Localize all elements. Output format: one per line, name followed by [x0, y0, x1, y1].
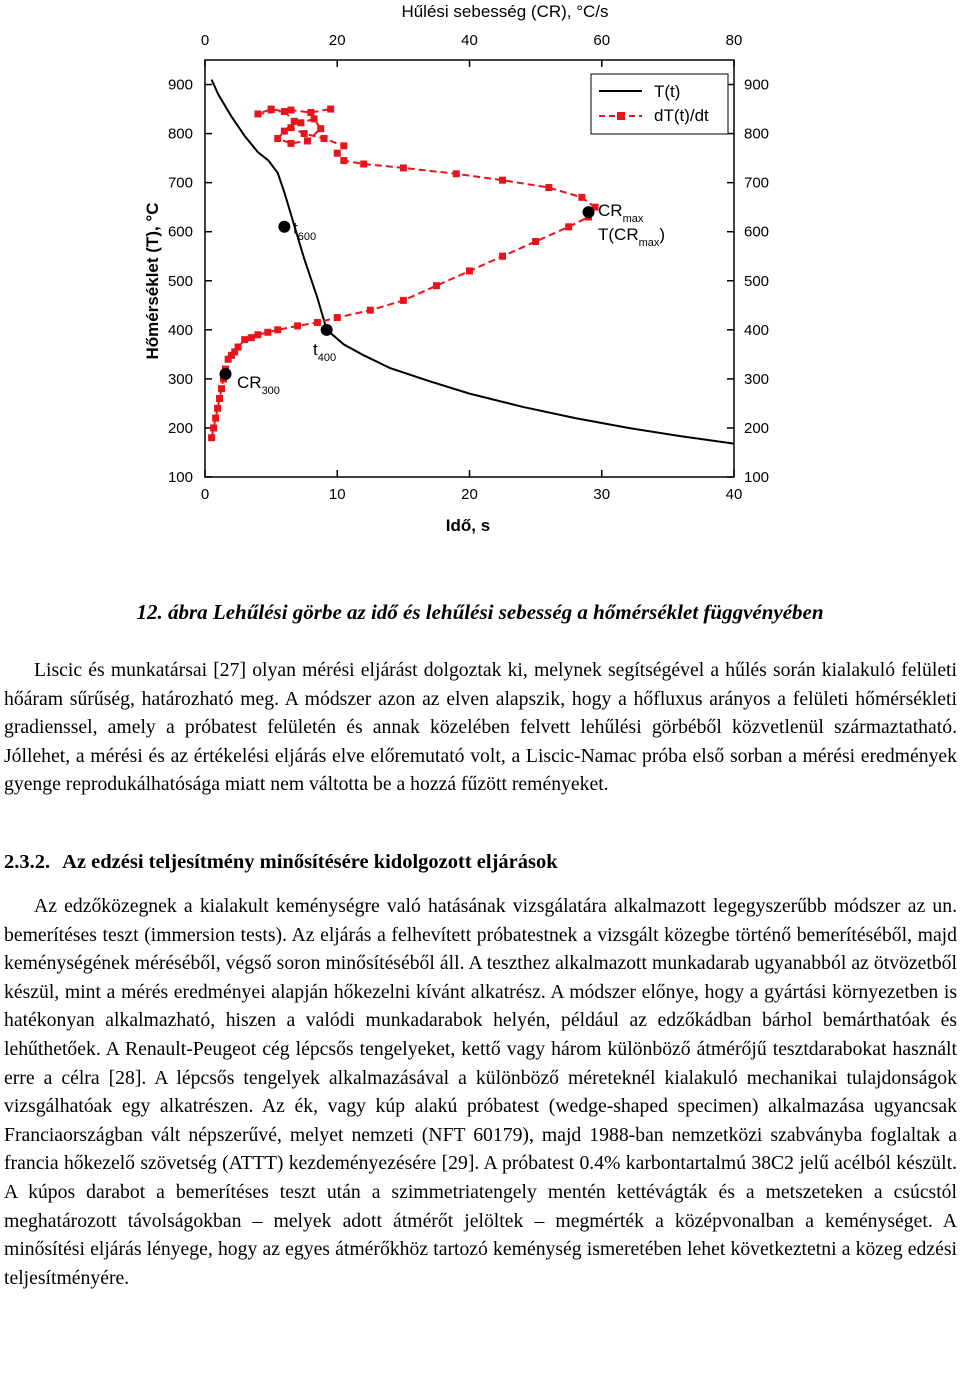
cooling-rate-point — [281, 108, 288, 115]
cooling-rate-point — [453, 170, 460, 177]
cooling-rate-point — [216, 395, 223, 402]
cooling-rate-point — [400, 164, 407, 171]
cooling-rate-point — [248, 334, 255, 341]
x2-tick-label: 40 — [461, 32, 478, 49]
cooling-rate-point — [317, 125, 324, 132]
cooling-rate-point — [433, 282, 440, 289]
paragraph-immersion-tests: Az edzőközegnek a kialakult keménységre való hatásának vizsgálatára alkalmazott legegyszerűbb módszer az un. bemerítéses teszt (immersion tests). Az eljárás a felhevített próbatestnek a vizsgált közegbe történő bemerítéséből, majd keménységének méréséből, végső soron minősítéséből áll. A teszthez alkalmazott munkadarab ugyanabból az ötvözetből készül, mint a mérés eredményei alapján hőkezelni kívánt alkatrész. A módszer előnye, hogy a gyártási környezetben is hatékonyan alkalmazható, hiszen a valódi munkadarabok helyén, például az edzőkádban bárhol bemárthatóak és lehűthetőek. A Renault-Peugeot cég lépcsős tengelyeket, kettő vagy három különböző átmérőjű tesztdarabokat használt erre a célra [28]. A lépcsős tengelyek alkalmazásával a különböző méreteknél kialakuló mechanikai tulajdonságok vizsgálhatóak egy alkatrészen. Az ék, vagy kúp alakú próbatest (wedge-shaped specimen) alkalmazása ugyancsak Franciaországban vált népszerűvé, melyet nemzeti (NFT 60179), majd 1988-ban nemzetközi szabványba foglaltak a francia hőkezelő szövetség (ATTT) kezdeményezésére [29]. A próbatest 0.4% karbontartalmú 38C2 jelű acélból készült. A kúpos darabot a bemerítéses teszt után a szimmetriatengely mentén kettévágták és a metszeteken a csúcstól meghatározott távolságokban – melyek adott átmérőt jelöltek – megmérték a középvonalban a keménységet. A minősítési eljárás lényege, hogy az egyes átmérőkhöz tartozó keménység ismeretében lehet következtetni a közeg edzési teljesítményére. — [4, 895, 957, 1289]
y-tick-label-right: 600 — [744, 223, 770, 241]
cooling-rate-point — [304, 137, 311, 144]
y-tick-label-right: 900 — [744, 76, 770, 94]
x-tick-label: 30 — [593, 486, 611, 503]
cooling-rate-point — [340, 157, 347, 164]
section-number: 2.3.2. — [4, 851, 51, 873]
y-tick-label-left: 300 — [167, 370, 193, 388]
cooling-rate-point — [340, 142, 347, 149]
y-tick-label-left: 200 — [167, 419, 193, 437]
y-tick-label-left: 500 — [167, 272, 193, 290]
bottom-axis-title: Idő, s — [445, 516, 491, 535]
cooling-rate-point — [311, 115, 318, 122]
cooling-rate-point — [532, 238, 539, 245]
cooling-rate-point — [545, 184, 552, 191]
cooling-rate-point — [287, 124, 294, 131]
marker-t400 — [321, 324, 333, 336]
legend-label-rate: dT(t)/dt — [654, 106, 709, 125]
paragraph-liscic: Liscic és munkatársai [27] olyan mérési eljárást dolgoztak ki, melynek segítségével a hűlés során kialakuló felületi hőáram sűrűség, határozható meg. A módszer azon az elven alapszik, hogy a hőfluxus arányos a felületi hőmérsékleti gradienssel, amely a próbatest felületén és annak közelében felvett lehűlési görbéből közvetlenül származtatható. Jóllehet, a mérési és az értékelési eljárás elve előremutató volt, a Liscic-Namac próba első sorban a mérési eredmények gyenge reprodukálhatósága miatt nem váltotta be a hozzá fűzött reményeket. — [4, 659, 957, 796]
marker-t600 — [278, 221, 290, 233]
x2-tick-label: 20 — [328, 32, 346, 49]
x-tick-label: 10 — [328, 486, 346, 503]
y-tick-label-right: 500 — [744, 272, 770, 290]
y-tick-label-left: 600 — [167, 223, 193, 241]
top-axis-title: Hűlési sebesség (CR), °C/s — [401, 2, 609, 21]
cooling-rate-point — [294, 322, 301, 329]
cooling-rate-point — [360, 161, 367, 168]
annotations — [237, 201, 665, 397]
cooling-rate-point — [287, 140, 294, 147]
x2-tick-label: 80 — [725, 32, 743, 49]
cooling-rate-point — [499, 177, 506, 184]
cooling-rate-point — [466, 267, 473, 274]
x2-tick-label: 60 — [593, 32, 611, 49]
cooling-rate-point — [254, 331, 261, 338]
cooling-rate-point — [241, 336, 248, 343]
y-axis-title: Hőmérséklet (T), °C — [143, 202, 162, 360]
cooling-rate-point — [307, 109, 314, 116]
cooling-rate-point — [268, 106, 275, 113]
cooling-rate-point — [274, 326, 281, 333]
x-tick-label: 20 — [461, 486, 478, 503]
y-tick-label-left: 900 — [167, 76, 193, 94]
cooling-rate-point — [334, 150, 341, 157]
section-heading — [4, 851, 570, 874]
marker-crmax — [583, 206, 595, 218]
legend-swatch-rate-marker — [617, 112, 625, 120]
y-tick-label-left: 700 — [167, 174, 193, 192]
cooling-rate-point — [334, 314, 341, 321]
cooling-rate-point — [264, 329, 271, 336]
y-tick-label-right: 300 — [744, 370, 770, 388]
cooling-rate-point — [210, 424, 217, 431]
x2-tick-label: 0 — [200, 32, 210, 49]
cooling-rate-point — [578, 194, 585, 201]
cooling-rate-point — [565, 223, 572, 230]
cooling-rate-point — [291, 118, 298, 125]
y-tick-label-right: 400 — [744, 321, 770, 339]
legend — [591, 74, 728, 134]
y-tick-label-right: 100 — [744, 469, 770, 486]
x-tick-label: 40 — [725, 486, 743, 503]
cooling-rate-point — [218, 385, 225, 392]
cooling-rate-point — [367, 307, 374, 314]
cooling-rate-point — [314, 319, 321, 326]
y-tick-label-left: 100 — [167, 469, 193, 486]
section-title: Az edzési teljesítmény minősítésére kidolgozott eljárások — [62, 851, 558, 873]
t400-label: $t_{400}$ — [313, 340, 337, 364]
crmax-label: $CR_{max}$ — [598, 201, 644, 225]
marker-cr300 — [219, 368, 231, 380]
cooling-rate-point — [281, 128, 288, 135]
cooling-rate-point — [327, 106, 334, 113]
cooling-rate-point — [321, 135, 328, 142]
cooling-rate-point — [254, 110, 261, 117]
cooling-rate-point — [499, 253, 506, 260]
y-tick-label-left: 400 — [167, 321, 193, 339]
cooling-rate-point — [301, 130, 308, 137]
tcrmax-label: $T(CR_{max})$ — [598, 225, 666, 249]
y-tick-label-right: 700 — [744, 174, 770, 192]
cooling-rate-point — [235, 343, 242, 350]
cooling-rate-point — [212, 415, 219, 422]
figure-caption: 12. ábra Lehűlési görbe az idő és lehűlési sebesség a hőmérséklet függvényében — [136, 600, 824, 624]
y-tick-label-right: 800 — [744, 125, 770, 143]
y-tick-label-right: 200 — [744, 419, 770, 437]
cooling-rate-point — [400, 297, 407, 304]
cooling-rate-point — [274, 135, 281, 142]
cooling-rate-point — [287, 107, 294, 114]
cr300-label: $CR_{300}$ — [237, 373, 280, 397]
cooling-rate-point — [297, 119, 304, 126]
cooling-rate-point — [208, 434, 215, 441]
x-tick-label: 0 — [200, 486, 210, 503]
t600-label: $t_{600}$ — [293, 219, 317, 243]
y-tick-label-left: 800 — [167, 125, 193, 143]
cooling-curve-figure — [0, 0, 960, 560]
cooling-rate-point — [214, 405, 221, 412]
legend-label-temperature: T(t) — [654, 82, 681, 101]
